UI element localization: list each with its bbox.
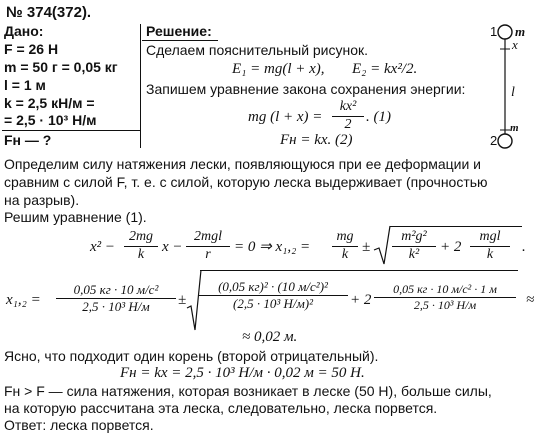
- eq2: Fн = kx. (2): [280, 132, 353, 148]
- quad-lhs-a: x² −: [90, 239, 116, 255]
- sqrt-vinculum: [390, 226, 522, 227]
- sub-root-fraction-2: [374, 283, 516, 311]
- quad-r2-den: k: [486, 246, 494, 262]
- figure-label-m-top: m: [515, 24, 526, 39]
- given-line: l = 1 м: [4, 77, 46, 93]
- conclusion-line: Fн > F — сила натяжения, которая возникает в леске (50 Н), больше силы,: [4, 383, 492, 399]
- quad-f1-num: 2mg: [128, 229, 154, 244]
- quad-r1-den: k²: [408, 246, 420, 262]
- quad-fraction-1: [124, 230, 158, 262]
- quad-f3-den: k: [341, 246, 349, 262]
- solution-title: Решение:: [146, 23, 212, 39]
- quad-fraction-2: [186, 230, 230, 262]
- quad-f1-den: k: [137, 246, 145, 262]
- mass-top: [498, 25, 512, 39]
- sub-pm: ±: [178, 292, 187, 308]
- figure-label-x: x: [512, 37, 518, 52]
- result: ≈ 0,02 м.: [242, 329, 298, 345]
- paragraph-line: на разрыв).: [4, 192, 80, 208]
- mass-bottom: [498, 134, 512, 148]
- quad-f3-num: mg: [336, 229, 354, 244]
- quad-lhs-c: = 0 ⇒ x₁,₂ =: [234, 239, 311, 255]
- quad-root-fraction-1: [392, 230, 436, 262]
- conservation-text: Запишем уравнение закона сохранения энергии:: [146, 81, 466, 97]
- given-line: k = 2,5 кН/м =: [4, 95, 95, 111]
- sqrt-vinculum: [200, 270, 518, 271]
- sub-r1-den: (2,5 · 10³ Н/м)²: [233, 295, 313, 311]
- quad-f2-num: 2mgl: [194, 229, 222, 244]
- eq1-fraction: [332, 100, 364, 132]
- energy-e1: E₁ = mg(l + x),: [232, 61, 325, 77]
- quad-plus: + 2: [440, 239, 462, 255]
- sub-approx: ≈: [526, 292, 535, 308]
- given-line: = 2,5 · 10³ Н/м: [4, 112, 97, 128]
- quad-r1-num: m²g²: [401, 229, 427, 244]
- conclusion-line: на которую рассчитана эта леска, следовательно, леска порвется.: [4, 400, 438, 416]
- solution-underline: [142, 40, 218, 41]
- quad-fraction-3: [332, 230, 358, 262]
- sub-root-fraction-1: [198, 280, 348, 310]
- fn-calc: Fн = kx = 2,5 · 10³ Н/м · 0,02 м = 50 Н.: [120, 365, 365, 381]
- figure-label-l: l: [511, 85, 515, 100]
- problem-number: № 374(372).: [6, 4, 92, 21]
- given-find: Fн — ?: [4, 132, 52, 148]
- figure-label-m-bottom: m: [510, 122, 519, 134]
- eq1-numerator: kx²: [339, 99, 357, 114]
- given-title: Дано:: [4, 23, 44, 39]
- eq1-denominator: 2: [344, 116, 352, 132]
- sub-r1-num: (0,05 кг)² · (10 м/с²)²: [218, 279, 328, 294]
- sub-lhs: x₁,₂ =: [6, 292, 41, 308]
- given-divider: [2, 130, 140, 131]
- paragraph-line: Определим силу натяжения лески, появляющуюся при ее деформации и: [4, 156, 481, 172]
- quad-pm: ±: [362, 239, 371, 255]
- quad-r2-num: mgl: [479, 229, 501, 244]
- clear-root: Ясно, что подходит один корень (второй отрицательный).: [4, 348, 379, 364]
- sub-r2-den: 2,5 · 10³ Н/м: [413, 297, 477, 312]
- figure-label-1: 1: [490, 24, 498, 39]
- sub-f1-den: 2,5 · 10³ Н/м: [82, 298, 150, 314]
- given-vertical-divider: [140, 24, 141, 148]
- figure-label-2: 2: [490, 133, 498, 148]
- sub-f1-num: 0,05 кг · 10 м/с²: [73, 282, 159, 297]
- answer: Ответ: леска порвется.: [4, 417, 154, 433]
- eq1-left: mg (l + x) =: [248, 109, 323, 125]
- sqrt-stroke: [374, 226, 390, 264]
- eq1-tag: . (1): [366, 109, 391, 125]
- paragraph-line: сравним с силой F, т. е. с силой, которую леска выдерживает (прочностью: [4, 174, 488, 190]
- quad-root-fraction-2: [470, 230, 510, 262]
- given-line: m = 50 г = 0,05 кг: [4, 59, 118, 75]
- quad-f2-den: r: [205, 246, 211, 262]
- sub-fraction-1: [56, 283, 176, 313]
- sqrt-sign: [372, 224, 392, 268]
- given-line: F = 26 Н: [4, 41, 59, 57]
- sub-r2-num: 0,05 кг · 10 м/с² · 1 м: [393, 282, 497, 296]
- quad-dot: .: [522, 239, 526, 255]
- quad-lhs-b: x −: [162, 239, 183, 255]
- sub-plus: + 2: [350, 292, 372, 308]
- energy-e2: E₂ = kx²/2.: [352, 61, 418, 77]
- solve-line: Решим уравнение (1).: [4, 209, 147, 225]
- solution-intro: Сделаем пояснительный рисунок.: [146, 42, 369, 58]
